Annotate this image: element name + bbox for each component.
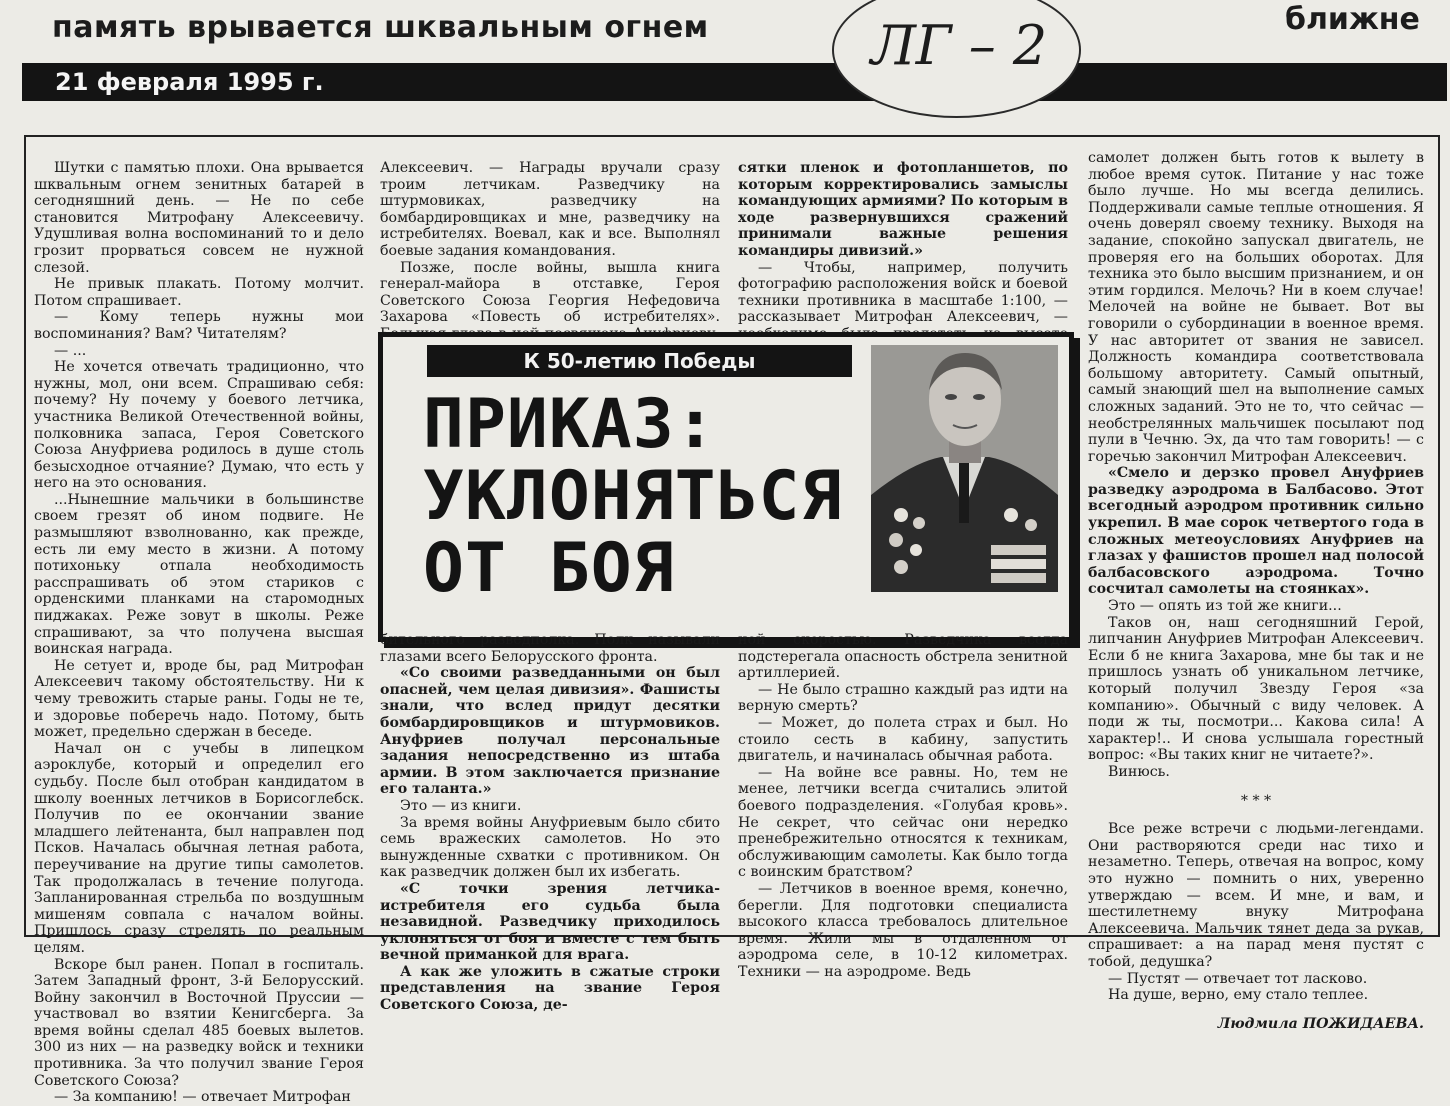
paragraph: — На войне все равны. Но, тем не менее, летчики всегда считались элитой боевого подразделения. «Голубая кровь». Не секрет, что сейчас они нередко пренебрежительно относятся к техникам, обслуживающим самолеты. Как было тогда с воинским братством?: [738, 764, 1068, 881]
column-3-bottom: [738, 632, 1068, 980]
paragraph: бительного разведполка. Полк называли глазами всего Белорусского фронта.: [380, 632, 720, 665]
paragraph: Таков он, наш сегодняшний Герой, липчанин Ануфриев Митрофан Алексеевич. Если б не книга Захарова, мне бы так и не пришлось узнать об уникальном летчике, который получил Звезду Героя «за компанию». Обычный с виду человек. А поди ж ты, посмотри... Какова сила! А характер!.. И снова услышала горестный вопрос: «Вы таких книг не читаете?».: [1088, 614, 1424, 764]
section-separator: * * *: [1240, 792, 1272, 809]
paragraph: Винюсь.: [1108, 763, 1170, 780]
paragraph: Начал он с учебы в липецком аэроклубе, который и определил его судьбу. После был отобран кандидатом в школу военных летчиков в Борисоглебск. Получив по ее окончании звание младшего лейтенанта, был направлен под Псков. Началась обычная летная работа, переучивание на другие типы самолетов. Так продолжалась в течение полугода. Запланированная стрельба по воздушным мишеням совпала с началом войны. Пришлось сразу стрелять по реальным целям.: [34, 740, 364, 956]
book-quote: А как же уложить в сжатые строки представления на звание Героя Советского Союза, де-: [380, 963, 720, 1014]
paragraph: самолет должен быть готов к вылету в любое время суток. Питание у нас тоже было лучше. Но мы всегда делились. Поддерживали самые теплые отношения. Я очень доверял своему технику. Выходя на задание, спокойно запускал двигатель, не проверяя его на больших оборотах. Для техника это было высшим признанием, и он этим гордился. Мелочь? Ни в коем случае! Мелочей на войне не бывает. Вот вы говорили о субординации в военное время. У нас авторитет от звания не зависел. Должность командира соответствовала большому авторитету. Самый опытный, самый знающий шел на выполнение самых сложных заданий. Это не то, что сейчас — необстрелянных мальчишек посылают под пули в Чечню. Эх, да что там говорить! — с горечью закончил Митрофан Алексеевич.: [1088, 150, 1424, 465]
paragraph: За время войны Ануфриевым было сбито семь вражеских самолетов. Но это вынужденные схватки с противником. Он как разведчик должен был их избегать.: [380, 814, 720, 881]
paragraph: — Пустят — отвечает тот ласково.: [1108, 970, 1368, 987]
paragraph: — Чтобы, например, получить фотографию расположения войск и боевой техники противника в масштабе 1:100, — рассказывает Митрофан Алексеевич, —: [738, 259, 1068, 326]
paragraph: Не сетует и, вроде бы, рад Митрофан Алексеевич такому обстоятельству. Ни к чему тревожить старые раны. Годы не те, и здоровье поберечь надо. Потому, быть может, предельно сдержан в беседе.: [34, 657, 364, 741]
headline-line: УКЛОНЯТЬСЯ: [423, 457, 843, 536]
paragraph: Это — из книги.: [400, 797, 522, 814]
paragraph: — Не было страшно каждый раз идти на верную смерть?: [738, 681, 1068, 715]
portrait-photo: [871, 345, 1058, 592]
column-3-top: [738, 160, 1068, 326]
column-2-bottom: [380, 632, 720, 1014]
paragraph: Алексеевич. — Награды вручали сразу троим летчикам. Разведчику на штурмовиках, разведчику на бомбардировщиках и мне, разведчику на истребителях. Воевал, как и все. Выполнял боевые задания командования.: [380, 160, 720, 259]
paragraph: — Кому теперь нужны мои воспоминания? Вам? Читателям?: [34, 309, 364, 342]
paragraph: Шутки с памятью плохи. Она врывается шквальным огнем зенитных батарей в сегодняшний день. — Не по себе становится Митрофану Алексеевичу. Удушливая волна воспоминаний то и дело грозит прорваться совсем не нужной слезой.: [34, 160, 364, 276]
headline-line: ПРИКАЗ:: [423, 385, 717, 464]
paragraph: Не привык плакать. Потому молчит. Потом спрашивает.: [34, 276, 364, 309]
paragraph: — Может, до полета страх и был. Но стоило сесть в кабину, запустить двигатель, и начиналась обычная работа.: [738, 714, 1068, 765]
headline-block: [378, 332, 1074, 642]
paragraph: — Летчиков в военное время, конечно, берегли. Для подготовки специалиста высокого класса требовалось длительное время. Жили мы в отдаленном от аэродрома селе, в 10-12 километрах. Техники — на аэродроме. Ведь: [738, 880, 1068, 980]
author-signature: Людмила ПОЖИДАЕВА.: [1217, 1015, 1424, 1032]
paragraph: ...Нынешние мальчики в большинстве своем грезят об ином подвиге. Не размышляют взволнованно, как прежде, есть ли ему место в жизни. А потому потихоньку отпала необходимость расспрашивать об этом стариков с орденскими планками на старомодных пиджаках. Реже зовут в школы. Реже спрашивают, за что получена высшая воинская награда.: [34, 491, 364, 658]
column-2-top: [380, 160, 720, 326]
paragraph: ной скоростью. Разведчика всегда подстерегала опасность обстрела зенитной артиллерией.: [738, 632, 1068, 682]
column-4: [1088, 150, 1424, 1032]
next-page-title-fragment: ближне: [1285, 2, 1420, 37]
paragraph: Это — опять из той же книги...: [1108, 598, 1342, 615]
paragraph: — За компанию! — отвечает Митрофан: [54, 1089, 351, 1106]
book-quote: «Со своими разведданными он был опасней, чем целая дивизия». Фашисты знали, что вслед придут десятки бомбардировщиков и штурмовиков. Ануфриев получал персональные задания непосредственно из штаба армии. В этом заключается признание его таланта.»: [380, 665, 720, 798]
rubric-banner: К 50-летию Победы: [427, 345, 852, 377]
book-quote: «Смело и дерзко провел Ануфриев разведку аэродрома в Балбасово. Этот всегодный аэродром противник сильно укрепил. В мае сорок четвертого года в сложных метеоусловиях Ануфриев на глазах у фашистов прошел над полосой балбасовского аэродрома. Точно сосчитал самолеты на стоянках».: [1088, 465, 1424, 598]
paragraph: Не хочется отвечать традиционно, что нужны, мол, они всем. Спрашиваю себя: почему? Ну почему у боевого летчика, участника Великой Отечественной войны, полковника запаса, Героя Советского Союза Ануфриева родилось в душе столь безысходное отчаяние? Думаю, что есть у него на это основания.: [34, 359, 364, 492]
section-title: память врывается шквальным огнем: [52, 10, 709, 45]
portrait-image: [871, 345, 1058, 592]
headline-line: ОТ БОЯ: [423, 529, 675, 608]
logo-text: ЛГ – 2: [870, 14, 1048, 77]
book-quote: сятки пленок и фотопланшетов, по которым корректировались замыслы командующих армиями? По которым в ходе развернувшихся сражений принимали важные решения командиры дивизий.»: [738, 160, 1068, 259]
paragraph: На душе, верно, ему стало теплее.: [1108, 987, 1369, 1004]
paragraph: — ...: [54, 342, 87, 359]
book-quote: «С точки зрения летчика-истребителя его судьба была незавидной. Разведчику приходилось уклоняться от боя и вместе с тем быть вечной приманкой для врага.: [380, 880, 720, 964]
column-1: [34, 160, 364, 1106]
paragraph: Все реже встречи с людьми-легендами. Они растворяются среди нас тихо и незаметно. Теперь, отвечая на вопрос, кому это нужно — помнить о них, уверенно утверждаю — всем. И мне, и вам, и шестилетнему внуку Митрофана Алексеевича. Мальчик тянет деда за рукав, спрашивает: а на парад меня пустят с тобой, дедушка?: [1088, 821, 1424, 970]
paragraph: Позже, после войны, вышла книга генерал-майора в отставке, Героя Советского Союза Георгия Нефедовича Захарова «Повесть об истребителях».: [380, 259, 720, 326]
issue-date: 21 февраля 1995 г.: [55, 68, 324, 96]
paragraph: Вскоре был ранен. Попал в госпиталь. Затем Западный фронт, 3-й Белорусский. Войну закончил в Восточной Пруссии — участвовал во взятии Кенигсберга. За время войны сделал 485 боевых вылетов. 300 из них — на разведку войск и техники противника. За что получил звание Героя Советского Союза?: [34, 956, 364, 1089]
article-headline: [423, 385, 843, 608]
